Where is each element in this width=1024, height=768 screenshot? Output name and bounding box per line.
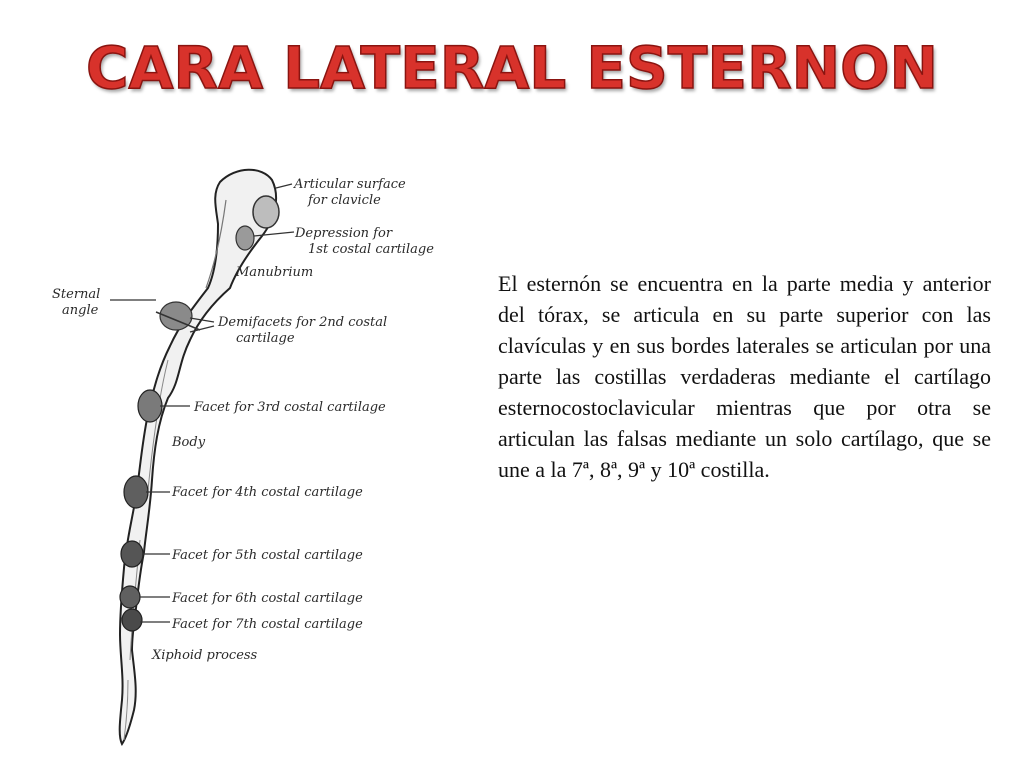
facet-7 bbox=[122, 609, 142, 631]
label-body: Body bbox=[172, 435, 206, 450]
label-articular-surface: Articular surface bbox=[294, 177, 406, 192]
sternum-illustration bbox=[40, 160, 480, 750]
label-xiphoid-process: Xiphoid process bbox=[152, 648, 258, 663]
label-first-costal-cartilage: 1st costal cartilage bbox=[308, 242, 434, 257]
label-manubrium: Manubrium bbox=[236, 265, 314, 280]
description-paragraph: El esternón se encuentra en la parte media y anterior del tórax, se articula en su parte superior con las clavículas y en sus bordes laterales se articulan por una parte las costillas verdaderas mediante el cartílago esternocostoclavicular mientras que por otra se articulan las falsas mediante un solo cartílago, que se une a la 7ª, 8ª, 9ª y 10ª costilla. bbox=[498, 271, 991, 482]
slide-title: CARA LATERAL ESTERNON bbox=[85, 34, 939, 102]
label-facet-7: Facet for 7th costal cartilage bbox=[172, 617, 363, 632]
first-cartilage-depression bbox=[236, 226, 254, 250]
label-for-clavicle: for clavicle bbox=[308, 193, 381, 208]
label-facet-5: Facet for 5th costal cartilage bbox=[172, 548, 363, 563]
label-depression-for: Depression for bbox=[295, 226, 393, 241]
facet-4 bbox=[124, 476, 148, 508]
sternum-diagram bbox=[40, 160, 480, 750]
facet-6 bbox=[120, 586, 140, 608]
label-demifacets-cartilage: cartilage bbox=[236, 331, 295, 346]
label-demifacets: Demifacets for 2nd costal bbox=[218, 315, 388, 330]
label-angle: angle bbox=[62, 303, 99, 318]
label-sternal: Sternal bbox=[52, 287, 101, 302]
clavicle-articular-surface bbox=[253, 196, 279, 228]
label-facet-4: Facet for 4th costal cartilage bbox=[172, 485, 363, 500]
facet-3 bbox=[138, 390, 162, 422]
facet-5 bbox=[121, 541, 143, 567]
label-facet-6: Facet for 6th costal cartilage bbox=[172, 591, 363, 606]
label-facet-3: Facet for 3rd costal cartilage bbox=[194, 400, 386, 415]
